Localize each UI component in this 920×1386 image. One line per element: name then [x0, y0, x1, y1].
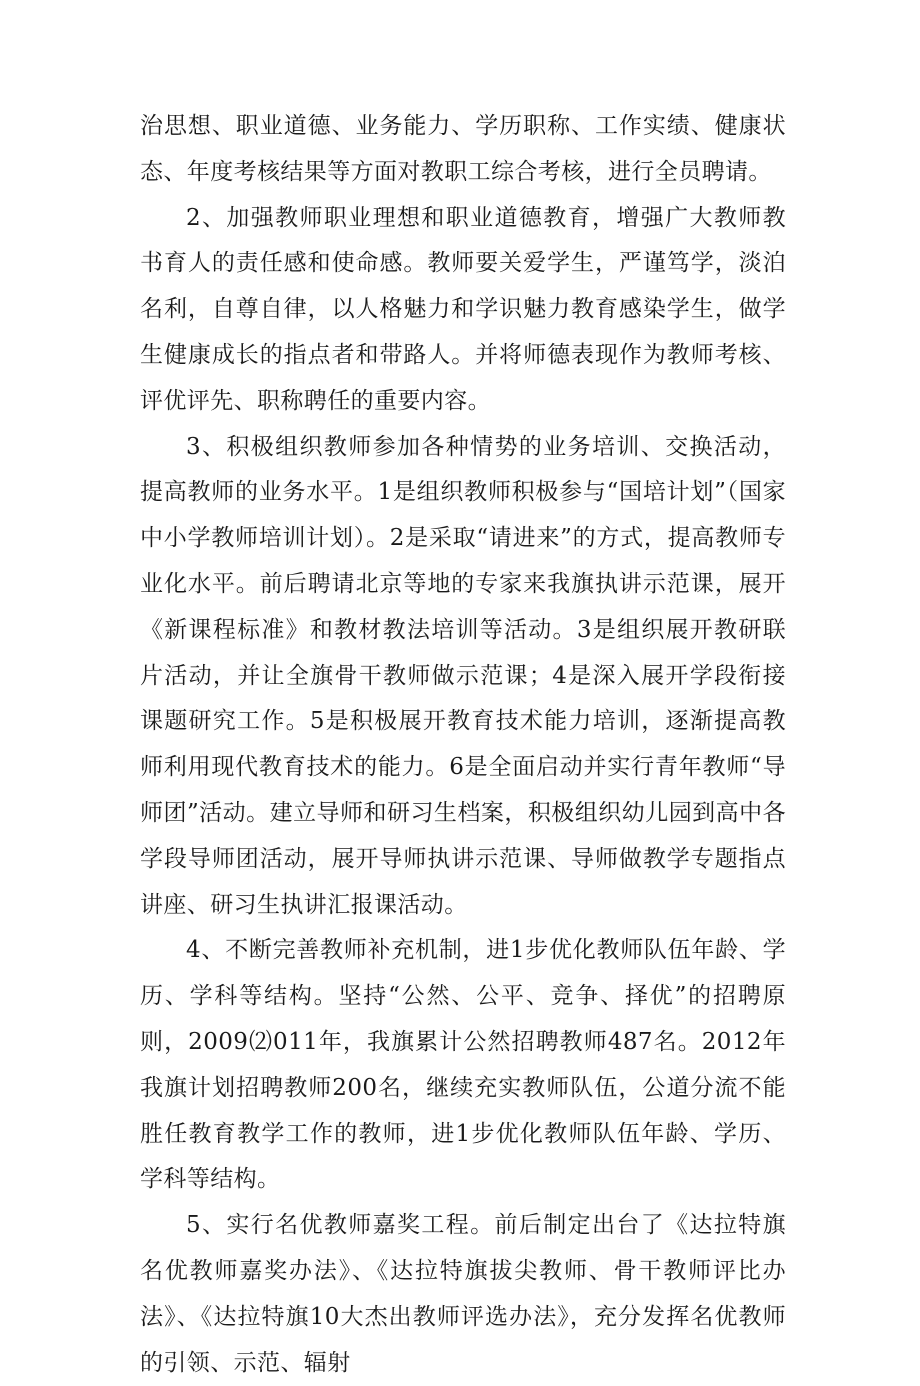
paragraph-3: 3、积极组织教师参加各种情势的业务培训、交换活动，提高教师的业务水平。1是组织教师积极参与“国培计划”（国家中小学教师培训计划）。2是采取“请进来”的方式，提高教师专业化水平。前后聘请北京等地的专家来我旗执讲示范课，展开《新课程标准》和教材教法培训等活动。3是组织展开教研联片活动，并让全旗骨干教师做示范课；4是深入展开学段衔接课题研究工作。5是积极展开教育技术能力培训，逐渐提高教师利用现代教育技术的能力。6是全面启动并实行青年教师“导师团”活动。建立导师和研习生档案，积极组织幼儿园到高中各学段导师团活动，展开导师执讲示范课、导师做教学专题指点讲座、研习生执讲汇报课活动。 [140, 433, 786, 918]
document-body [140, 104, 786, 1386]
paragraph-4: 4、不断完善教师补充机制，进1步优化教师队伍年龄、学历、学科等结构。坚持“公然、公平、竞争、择优”的招聘原则，2009⑵011年，我旗累计公然招聘教师487名。2012年我旗计划招聘教师200名，继续充实教师队伍，公道分流不能胜任教育教学工作的教师，进1步优化教师队伍年龄、学历、学科等结构。 [140, 937, 786, 1193]
paragraph-continuation: 治思想、职业道德、业务能力、学历职称、工作实绩、健康状态、年度考核结果等方面对教职工综合考核，进行全员聘请。 [140, 113, 786, 185]
paragraph-2: 2、加强教师职业理想和职业道德教育，增强广大教师教书育人的责任感和使命感。教师要关爱学生，严谨笃学，淡泊名利，自尊自律，以人格魅力和学识魅力教育感染学生，做学生健康成长的指点者和带路人。并将师德表现作为教师考核、评优评先、职称聘任的重要内容。 [140, 204, 786, 414]
paragraph-5: 5、实行名优教师嘉奖工程。前后制定出台了《达拉特旗名优教师嘉奖办法》、《达拉特旗拔尖教师、骨干教师评比办法》、《达拉特旗10大杰出教师评选办法》，充分发挥名优教师的引领、示范、辐射 [140, 1212, 786, 1376]
